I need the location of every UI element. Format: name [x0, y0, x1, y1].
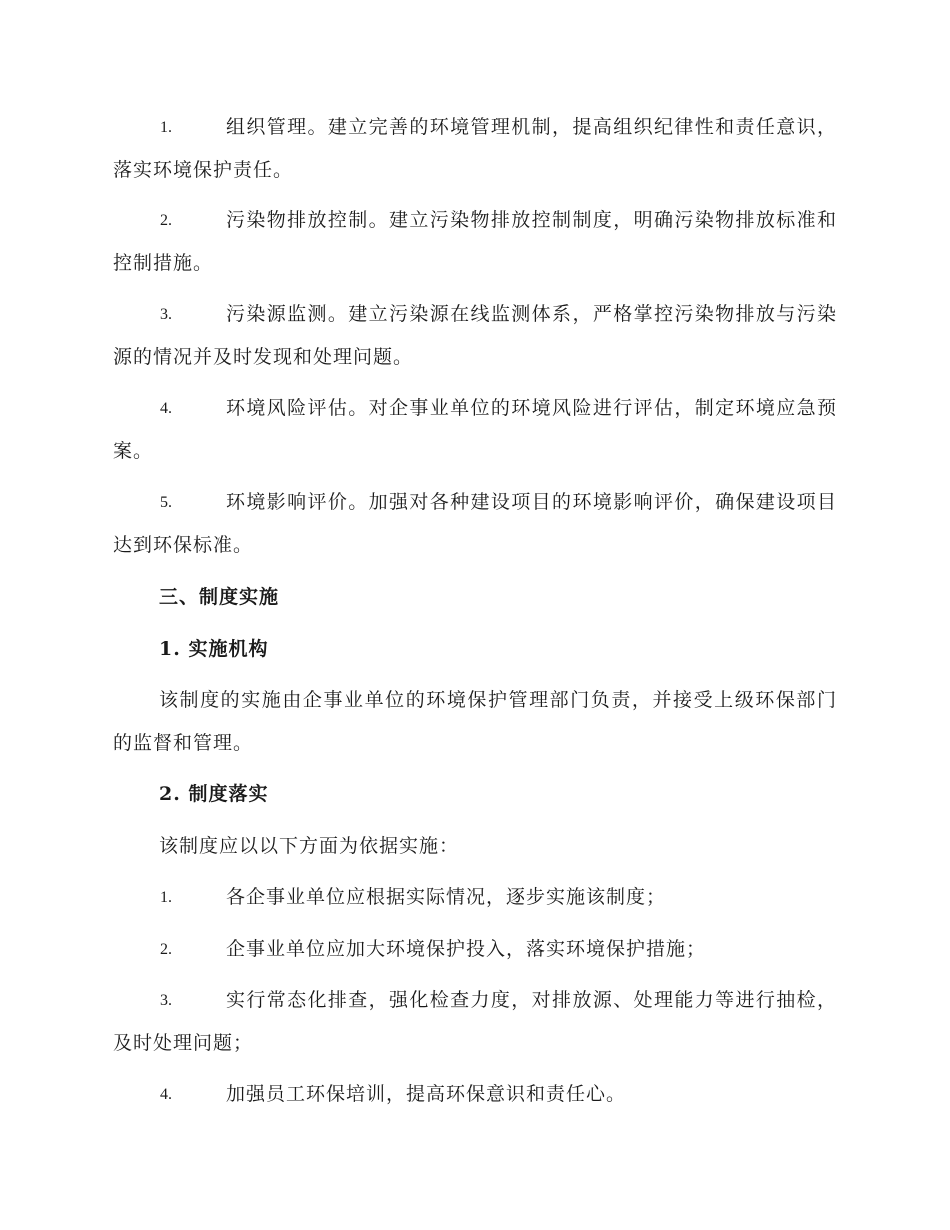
list-item — [113, 481, 837, 567]
list-item — [113, 876, 837, 919]
list-text: 加强员工环保培训，提高环保意识和责任心。 — [226, 1083, 627, 1105]
list-item — [113, 293, 837, 379]
list-text: 各企事业单位应根据实际情况，逐步实施该制度； — [226, 886, 667, 908]
list-item — [113, 199, 837, 285]
paragraph — [113, 825, 837, 868]
subsection-heading: 1. 实施机构 — [159, 638, 269, 660]
list-text: 组织管理。建立完善的环境管理机制，提高组织纪律性和责任意识，落实环境保护责任。 — [113, 116, 837, 181]
paragraph-text: 该制度的实施由企事业单位的环境保护管理部门负责，并接受上级环保部门的监督和管理。 — [113, 689, 837, 754]
list-number: 3. — [160, 306, 172, 323]
list-text: 环境影响评价。加强对各种建设项目的环境影响评价，确保建设项目达到环保标准。 — [113, 491, 837, 556]
list-text: 污染源监测。建立污染源在线监测体系，严格掌控污染物排放与污染源的情况并及时发现和处理问题。 — [113, 303, 837, 368]
list-item — [113, 1073, 837, 1116]
list-text: 环境风险评估。对企事业单位的环境风险进行评估，制定环境应急预案。 — [113, 397, 837, 462]
paragraph-text: 该制度应以以下方面为依据实施： — [159, 835, 460, 857]
list-text: 污染物排放控制。建立污染物排放控制制度，明确污染物排放标准和控制措施。 — [113, 209, 837, 274]
list-item — [113, 106, 837, 192]
list-number: 5. — [160, 494, 172, 511]
list-number: 4. — [160, 1086, 172, 1103]
list-text: 实行常态化排查，强化检查力度，对排放源、处理能力等进行抽检，及时处理问题； — [113, 989, 837, 1054]
list-item — [113, 928, 837, 971]
section-heading: 三、制度实施 — [159, 586, 280, 608]
paragraph — [113, 679, 837, 765]
list-number: 1. — [160, 119, 172, 136]
subsection-heading: 2. 制度落实 — [159, 783, 269, 805]
list-number: 1. — [160, 889, 172, 906]
list-number: 2. — [160, 212, 172, 229]
list-item — [113, 979, 837, 1065]
list-text: 企事业单位应加大环境保护投入，落实环境保护措施； — [226, 938, 707, 960]
list-number: 4. — [160, 400, 172, 417]
list-item — [113, 387, 837, 473]
list-number: 2. — [160, 941, 172, 958]
list-number: 3. — [160, 992, 172, 1009]
